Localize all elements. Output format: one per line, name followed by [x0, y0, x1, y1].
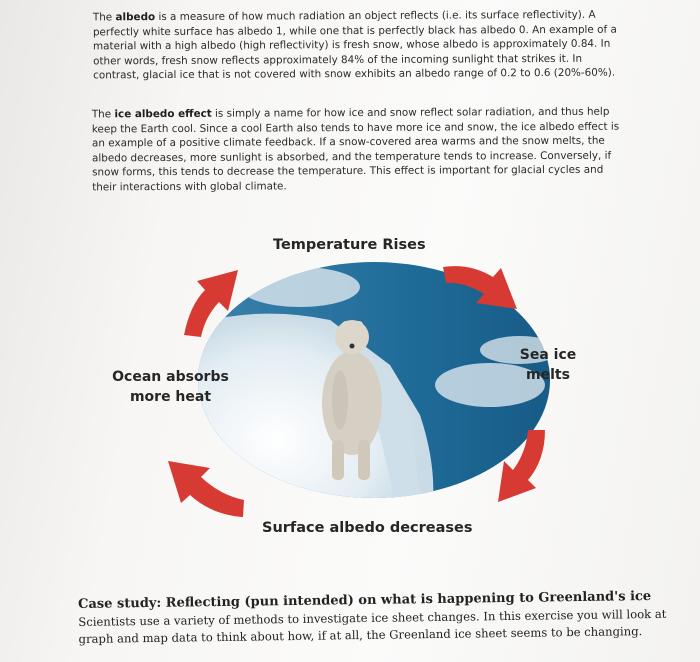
sea-ice-melts-label: Sea ice melts: [519, 347, 577, 383]
case-study-body: Scientists use a variety of methods to investigate ice sheet changes. In this exercise you will look at graph and map data to think about how, if at all, the Greenland ice sheet seems to be changing.: [78, 606, 667, 646]
case-study-section: [78, 588, 679, 648]
ice-albedo-effect-text: is simply a name for how ice and snow reflect solar radiation, and thus help keep the Earth cool. Since a cool Earth also tends to have more ice and snow, the ice albedo effect is an example of a positive climate feedback. If a snow-covered area warms and the snow melts, the albedo decreases, more sunlight is absorbed, and the temperature tends to increase. Conversely, if snow forms, this tends to decrease the temperature. This effect is important for glacial cycles and their interactions with global climate.: [91, 105, 620, 194]
ice-albedo-effect-paragraph: [92, 105, 624, 195]
ocean-absorbs-more-heat-label: Ocean absorbs more heat: [112, 369, 229, 405]
paragraph-lead: The: [92, 11, 116, 24]
ice-albedo-feedback-diagram: [0, 225, 700, 555]
albedo-definition-paragraph: [93, 8, 623, 84]
albedo-term: albedo: [115, 11, 156, 24]
albedo-definition-text: is a measure of how much radiation an object reflects (i.e. its surface reflectivity). A perfectly white surface has albedo 1, while one that is perfectly black has albedo 0. An example of a material with a high albedo (high reflectivity) is fresh snow, whose albedo is approximately 0.84. In other words, fresh snow reflects approximately 84% of the incoming sunlight that strikes it. In contrast, glacial ice that is not covered with snow exhibits an albedo range of 0.2 to 0.6 (20%-60%).: [92, 8, 617, 82]
paragraph-lead: The: [91, 108, 115, 121]
surface-albedo-decreases-label: Surface albedo decreases: [262, 520, 473, 536]
case-study-title: Case study: Reflecting (pun intended) on what is happening to Greenland's ice: [78, 588, 652, 612]
temperature-rises-label: Temperature Rises: [273, 237, 426, 253]
ice-albedo-effect-term: ice albedo effect: [114, 107, 212, 121]
arrow-lower-left-icon: [168, 461, 244, 517]
